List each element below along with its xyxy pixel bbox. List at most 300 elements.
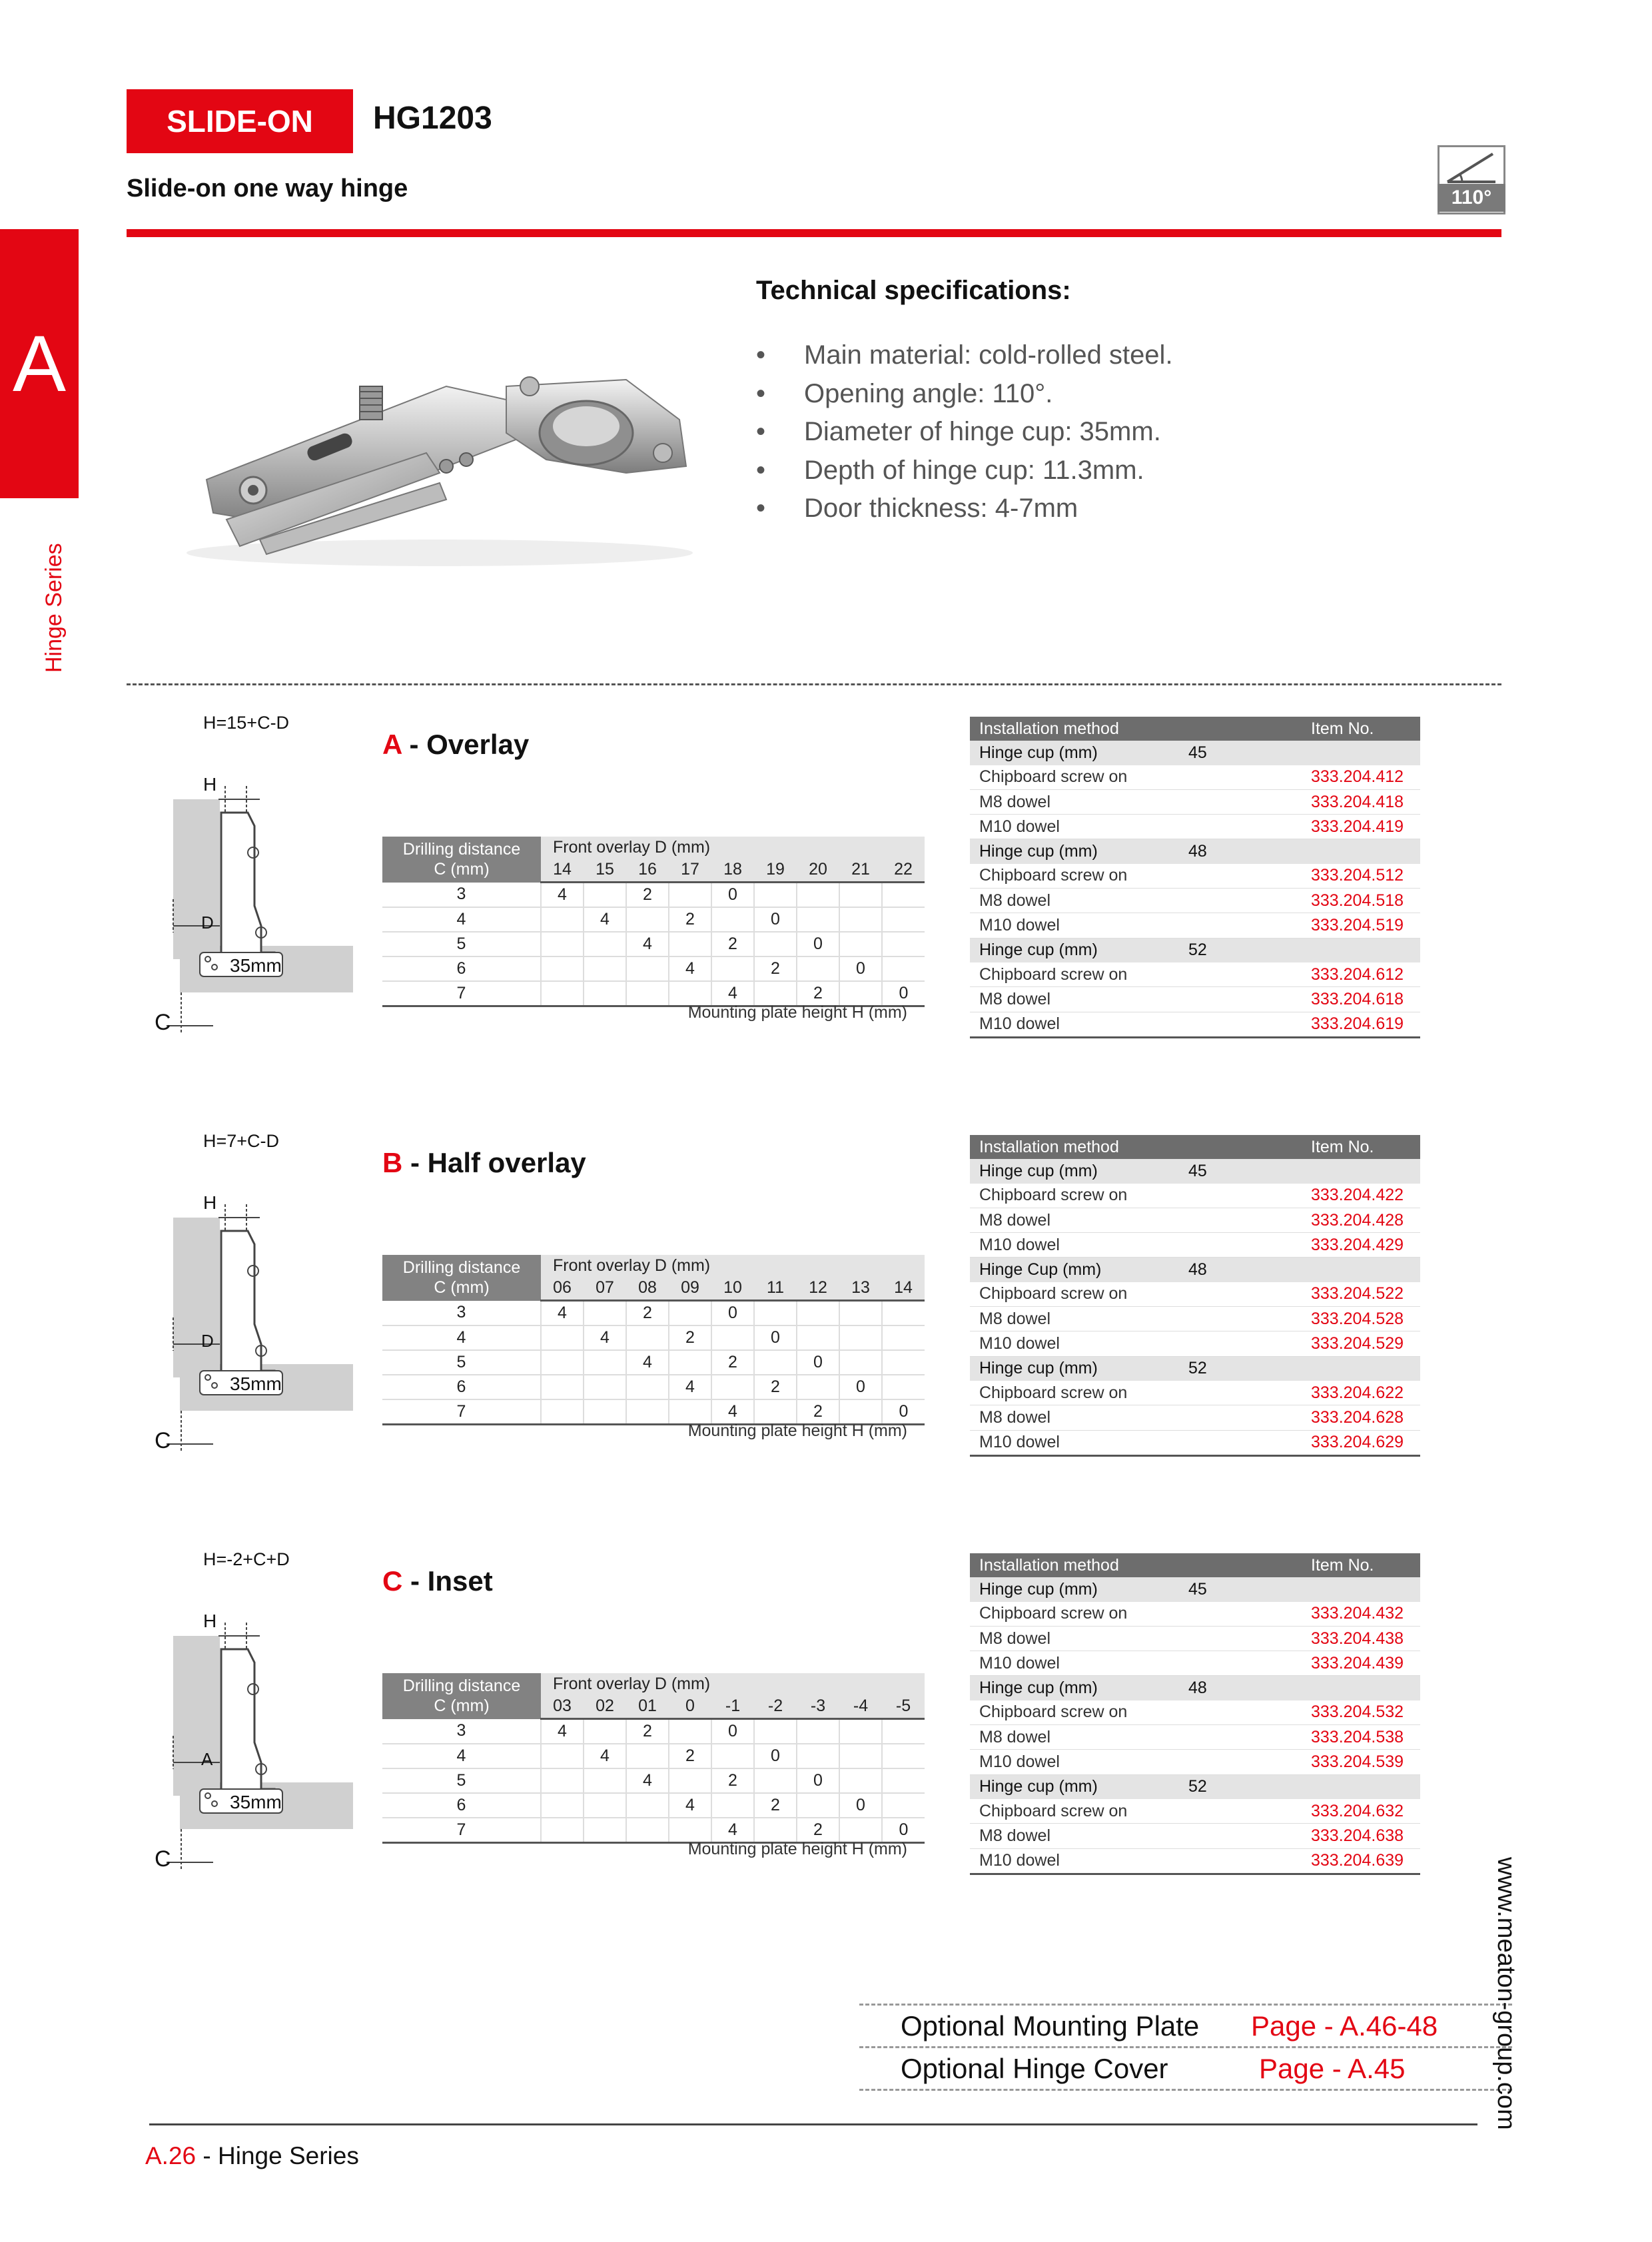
height-cell: 4 <box>584 1325 626 1350</box>
overlay-column: -3 <box>797 1694 839 1719</box>
item-number: 333.204.432 <box>1302 1602 1420 1627</box>
section-letter: B <box>382 1147 403 1178</box>
table-row <box>382 907 925 932</box>
height-cell: 4 <box>584 1744 626 1768</box>
diagram-c-label: C <box>155 1428 171 1453</box>
height-cell <box>882 1719 925 1744</box>
table-row <box>382 1325 925 1350</box>
height-cell: 0 <box>839 1375 882 1399</box>
height-cell <box>839 932 882 956</box>
install-method: Chipboard screw on <box>970 962 1179 987</box>
height-cell <box>839 1744 882 1768</box>
height-cell <box>754 1818 797 1843</box>
item-number: 333.204.418 <box>1302 789 1420 814</box>
item-row <box>970 1282 1420 1307</box>
height-cell <box>754 1301 797 1326</box>
height-cell: 2 <box>626 1719 669 1744</box>
item-number: 333.204.528 <box>1302 1307 1420 1331</box>
height-cell: 2 <box>754 1375 797 1399</box>
height-cell: 0 <box>882 1818 925 1843</box>
height-cell: 0 <box>797 932 839 956</box>
height-cell <box>541 1768 584 1793</box>
drilling-table <box>382 837 925 1007</box>
section-name: - Half overlay <box>402 1147 586 1178</box>
overlay-column: 09 <box>669 1276 711 1301</box>
hinge-cup-row: Hinge cup (mm) 52 <box>970 1356 1420 1381</box>
height-cell: 4 <box>626 1768 669 1793</box>
item-row <box>970 1626 1420 1651</box>
diagram-d-label: D <box>201 913 214 933</box>
height-cell: 2 <box>626 1301 669 1326</box>
height-cell <box>754 1719 797 1744</box>
height-cell <box>541 932 584 956</box>
height-cell <box>541 1793 584 1818</box>
item-number: 333.204.618 <box>1302 987 1420 1012</box>
front-overlay-header: Front overlay D (mm) <box>541 837 925 858</box>
install-method: Chipboard screw on <box>970 864 1179 889</box>
item-row <box>970 1750 1420 1774</box>
optional-divider <box>859 2046 1512 2048</box>
height-cell <box>839 1719 882 1744</box>
spec-item: • Diameter of hinge cup: 35mm. <box>756 417 1161 446</box>
height-cell: 0 <box>754 1744 797 1768</box>
optional-divider <box>859 2004 1512 2006</box>
item-number: 333.204.439 <box>1302 1651 1420 1676</box>
footer-series: - Hinge Series <box>196 2142 359 2169</box>
install-method: M8 dowel <box>970 987 1179 1012</box>
install-method: M8 dowel <box>970 889 1179 913</box>
overlay-column: 14 <box>541 858 584 883</box>
item-number: 333.204.612 <box>1302 962 1420 987</box>
height-cell <box>584 883 626 908</box>
diagram-d-label: A <box>201 1749 213 1769</box>
diagram-c-label: C <box>155 1846 171 1872</box>
height-cell: 4 <box>711 1399 754 1425</box>
diagram-cup-label: 35mm <box>230 1792 282 1812</box>
height-cell <box>626 907 669 932</box>
height-cell <box>626 981 669 1006</box>
item-row <box>970 962 1420 987</box>
table-row <box>382 1768 925 1793</box>
height-cell <box>711 1793 754 1818</box>
install-method-header: Installation method <box>970 1135 1179 1159</box>
height-cell <box>797 883 839 908</box>
height-cell <box>882 1301 925 1326</box>
item-row <box>970 1799 1420 1824</box>
install-method: M10 dowel <box>970 1848 1179 1874</box>
item-number: 333.204.639 <box>1302 1848 1420 1874</box>
overlay-column: 08 <box>626 1276 669 1301</box>
formula-label: H=15+C-D <box>203 713 290 733</box>
height-cell <box>711 1375 754 1399</box>
item-number: 333.204.428 <box>1302 1208 1420 1232</box>
height-cell <box>754 883 797 908</box>
spec-item: • Depth of hinge cup: 11.3mm. <box>756 455 1144 485</box>
front-overlay-header: Front overlay D (mm) <box>541 1255 925 1276</box>
install-method: Chipboard screw on <box>970 1602 1179 1627</box>
height-cell <box>754 981 797 1006</box>
height-cell <box>541 956 584 981</box>
height-cell: 4 <box>541 883 584 908</box>
drilling-value: 5 <box>382 1768 541 1793</box>
height-cell: 4 <box>669 1793 711 1818</box>
item-row <box>970 1725 1420 1750</box>
item-row <box>970 1307 1420 1331</box>
height-cell: 2 <box>669 907 711 932</box>
height-cell <box>626 1325 669 1350</box>
overlay-column: -4 <box>839 1694 882 1719</box>
height-cell <box>754 1399 797 1425</box>
height-cell: 0 <box>797 1768 839 1793</box>
height-cell: 4 <box>584 907 626 932</box>
diagram-h-label: H <box>203 774 217 795</box>
table-row <box>382 981 925 1006</box>
height-cell: 0 <box>839 1793 882 1818</box>
height-cell <box>541 1350 584 1375</box>
height-cell <box>584 1301 626 1326</box>
spec-item: • Opening angle: 110°. <box>756 378 1053 408</box>
item-number: 333.204.539 <box>1302 1750 1420 1774</box>
item-row <box>970 864 1420 889</box>
height-cell <box>669 1818 711 1843</box>
item-row <box>970 1651 1420 1676</box>
item-row <box>970 1602 1420 1627</box>
height-cell: 0 <box>754 1325 797 1350</box>
height-cell <box>797 1325 839 1350</box>
install-method: Chipboard screw on <box>970 765 1179 790</box>
height-cell: 4 <box>541 1301 584 1326</box>
table-row <box>382 883 925 908</box>
table-row <box>382 1350 925 1375</box>
item-row <box>970 1824 1420 1848</box>
height-cell <box>882 1375 925 1399</box>
height-cell <box>541 1375 584 1399</box>
item-number: 333.204.629 <box>1302 1430 1420 1455</box>
table-row <box>382 1793 925 1818</box>
website-link[interactable]: www.meaton-group.com <box>1492 1857 1520 2130</box>
header-divider <box>127 229 1501 237</box>
overlay-column: 15 <box>584 858 626 883</box>
item-row <box>970 1381 1420 1405</box>
height-cell: 4 <box>626 932 669 956</box>
height-cell <box>584 1768 626 1793</box>
height-cell <box>584 1350 626 1375</box>
install-method: M10 dowel <box>970 1233 1179 1258</box>
height-cell <box>839 883 882 908</box>
optional-hinge-cover-page[interactable]: Page - A.45 <box>1259 2053 1406 2084</box>
height-cell <box>669 1350 711 1375</box>
table-row <box>382 956 925 981</box>
height-cell <box>711 956 754 981</box>
install-method: M8 dowel <box>970 1626 1179 1651</box>
height-cell <box>541 1818 584 1843</box>
height-cell <box>797 1301 839 1326</box>
install-method: Chipboard screw on <box>970 1184 1179 1208</box>
height-cell <box>754 932 797 956</box>
install-method: M10 dowel <box>970 913 1179 938</box>
overlay-column: 0 <box>669 1694 711 1719</box>
height-cell <box>584 956 626 981</box>
item-row <box>970 913 1420 938</box>
height-cell: 4 <box>626 1350 669 1375</box>
front-overlay-header: Front overlay D (mm) <box>541 1673 925 1694</box>
height-cell: 0 <box>754 907 797 932</box>
height-cell <box>584 1818 626 1843</box>
overlay-column: -2 <box>754 1694 797 1719</box>
height-cell <box>797 1375 839 1399</box>
drilling-value: 7 <box>382 981 541 1006</box>
height-cell: 2 <box>754 956 797 981</box>
height-cell <box>882 1744 925 1768</box>
section-letter: A <box>382 729 402 760</box>
height-cell <box>797 907 839 932</box>
height-cell: 0 <box>711 1719 754 1744</box>
drilling-value: 3 <box>382 883 541 908</box>
item-no-header: Item No. <box>1302 1135 1420 1159</box>
height-cell: 4 <box>541 1719 584 1744</box>
overlay-column: 20 <box>797 858 839 883</box>
height-cell <box>669 1399 711 1425</box>
hinge-cup-row: Hinge cup (mm) 52 <box>970 1774 1420 1799</box>
item-row <box>970 987 1420 1012</box>
height-cell <box>839 1399 882 1425</box>
drilling-value: 3 <box>382 1301 541 1326</box>
height-cell <box>711 907 754 932</box>
height-cell: 4 <box>711 1818 754 1843</box>
item-number: 333.204.622 <box>1302 1381 1420 1405</box>
height-cell: 0 <box>711 1301 754 1326</box>
section-title <box>382 1147 586 1179</box>
height-cell <box>882 1793 925 1818</box>
mounting-plate-caption: Mounting plate height H (mm) <box>687 1840 907 1858</box>
drilling-value: 7 <box>382 1399 541 1425</box>
item-number: 333.204.529 <box>1302 1331 1420 1356</box>
height-cell <box>626 1818 669 1843</box>
item-no-header: Item No. <box>1302 1553 1420 1577</box>
specs-list <box>756 336 1173 528</box>
drilling-value: 4 <box>382 1325 541 1350</box>
specs-title: Technical specifications: <box>756 276 1071 305</box>
height-cell <box>584 1793 626 1818</box>
install-method: M10 dowel <box>970 1750 1179 1774</box>
overlay-column: 21 <box>839 858 882 883</box>
height-cell <box>711 1325 754 1350</box>
install-method: M10 dowel <box>970 1012 1179 1037</box>
height-cell: 2 <box>711 1768 754 1793</box>
height-cell <box>584 932 626 956</box>
item-number-table <box>970 1135 1420 1457</box>
item-row <box>970 1430 1420 1455</box>
install-method: M8 dowel <box>970 1307 1179 1331</box>
drilling-value: 5 <box>382 1350 541 1375</box>
height-cell: 4 <box>669 1375 711 1399</box>
hinge-cup-row: Hinge cup (mm) 45 <box>970 741 1420 765</box>
section-divider <box>127 683 1501 685</box>
height-cell <box>584 1719 626 1744</box>
height-cell <box>669 1301 711 1326</box>
diagram-h-label: H <box>203 1611 217 1631</box>
height-cell: 2 <box>797 1818 839 1843</box>
height-cell: 2 <box>797 981 839 1006</box>
height-cell <box>839 981 882 1006</box>
overlay-column: 22 <box>882 858 925 883</box>
install-method: M8 dowel <box>970 1725 1179 1750</box>
diagram-cup-label: 35mm <box>230 955 282 976</box>
overlay-column: 17 <box>669 858 711 883</box>
hinge-product-image <box>160 360 719 576</box>
height-cell <box>626 1744 669 1768</box>
item-row <box>970 1233 1420 1258</box>
install-method: M10 dowel <box>970 1430 1179 1455</box>
overlay-column: 14 <box>882 1276 925 1301</box>
drilling-value: 3 <box>382 1719 541 1744</box>
table-row <box>382 1375 925 1399</box>
install-method-header: Installation method <box>970 717 1179 741</box>
formula-label: H=-2+C+D <box>203 1549 290 1569</box>
item-number-table <box>970 717 1420 1038</box>
footer-rule <box>149 2123 1477 2125</box>
hinge-cup-row: Hinge cup (mm) 48 <box>970 1676 1420 1700</box>
hinge-cup-row: Hinge cup (mm) 48 <box>970 839 1420 864</box>
item-number: 333.204.429 <box>1302 1233 1420 1258</box>
install-method: Chipboard screw on <box>970 1381 1179 1405</box>
drilling-value: 6 <box>382 1375 541 1399</box>
item-row <box>970 1848 1420 1874</box>
height-cell <box>626 1399 669 1425</box>
item-number: 333.204.412 <box>1302 765 1420 790</box>
height-cell: 2 <box>626 883 669 908</box>
hinge-cup-row: Hinge cup (mm) 52 <box>970 938 1420 962</box>
optional-divider <box>859 2089 1512 2091</box>
height-cell <box>541 981 584 1006</box>
drilling-table <box>382 1255 925 1425</box>
mounting-plate-caption: Mounting plate height H (mm) <box>687 1421 907 1440</box>
item-number: 333.204.522 <box>1302 1282 1420 1307</box>
height-cell <box>584 1375 626 1399</box>
height-cell <box>839 1325 882 1350</box>
item-number: 333.204.628 <box>1302 1405 1420 1430</box>
section-letter: C <box>382 1565 403 1597</box>
item-number: 333.204.532 <box>1302 1700 1420 1725</box>
item-number: 333.204.632 <box>1302 1799 1420 1824</box>
section-title <box>382 729 529 761</box>
diagram-d-label: D <box>201 1331 214 1351</box>
height-cell <box>584 1399 626 1425</box>
page-number: A.26 <box>145 2142 197 2169</box>
install-method: M8 dowel <box>970 1208 1179 1232</box>
overlay-column: 18 <box>711 858 754 883</box>
height-cell <box>626 956 669 981</box>
install-method: M10 dowel <box>970 1331 1179 1356</box>
height-cell: 0 <box>711 883 754 908</box>
overlay-column: 07 <box>584 1276 626 1301</box>
height-cell <box>541 907 584 932</box>
height-cell <box>839 1301 882 1326</box>
item-row <box>970 765 1420 790</box>
height-cell <box>839 907 882 932</box>
install-method: M10 dowel <box>970 815 1179 839</box>
item-row <box>970 1012 1420 1037</box>
footer-page-label <box>145 2142 359 2170</box>
overlay-column: 02 <box>584 1694 626 1719</box>
item-row <box>970 1184 1420 1208</box>
overlay-column: 03 <box>541 1694 584 1719</box>
height-cell <box>882 956 925 981</box>
drilling-col-header: Drilling distance C (mm) <box>382 1673 541 1719</box>
formula-label: H=7+C-D <box>203 1131 280 1151</box>
item-number: 333.204.422 <box>1302 1184 1420 1208</box>
height-cell <box>839 1818 882 1843</box>
item-row <box>970 1700 1420 1725</box>
item-row <box>970 1405 1420 1430</box>
spec-item: • Door thickness: 4-7mm <box>756 494 1078 523</box>
section-title <box>382 1565 493 1597</box>
install-method: Chipboard screw on <box>970 1700 1179 1725</box>
drilling-col-header: Drilling distance C (mm) <box>382 1255 541 1301</box>
height-cell <box>669 1768 711 1793</box>
item-number: 333.204.619 <box>1302 1012 1420 1037</box>
height-cell: 4 <box>711 981 754 1006</box>
install-method: Chipboard screw on <box>970 1282 1179 1307</box>
height-cell: 2 <box>669 1744 711 1768</box>
item-number-table <box>970 1553 1420 1875</box>
page-subtitle: Slide-on one way hinge <box>127 175 408 202</box>
section-tab-label: Hinge Series <box>41 543 67 673</box>
height-cell: 4 <box>669 956 711 981</box>
item-row <box>970 1331 1420 1356</box>
hinge-cup-row: Hinge Cup (mm) 48 <box>970 1258 1420 1282</box>
optional-mounting-plate-label: Optional Mounting Plate <box>901 2010 1200 2042</box>
table-row <box>382 1301 925 1326</box>
optional-hinge-cover-label: Optional Hinge Cover <box>901 2053 1168 2084</box>
height-cell <box>882 932 925 956</box>
height-cell <box>797 1719 839 1744</box>
height-cell: 2 <box>754 1793 797 1818</box>
overlay-column: 12 <box>797 1276 839 1301</box>
hinge-cup-row: Hinge cup (mm) 45 <box>970 1577 1420 1601</box>
section-tab: A <box>0 229 79 498</box>
item-no-header: Item No. <box>1302 717 1420 741</box>
opening-angle-label: 110° <box>1438 184 1505 212</box>
table-row <box>382 1744 925 1768</box>
height-cell <box>669 981 711 1006</box>
install-method: M10 dowel <box>970 1651 1179 1676</box>
model-number: HG1203 <box>373 101 492 136</box>
install-method: M8 dowel <box>970 1405 1179 1430</box>
install-method: Chipboard screw on <box>970 1799 1179 1824</box>
overlay-column: -5 <box>882 1694 925 1719</box>
overlay-column: 16 <box>626 858 669 883</box>
height-cell <box>882 1768 925 1793</box>
item-row <box>970 815 1420 839</box>
height-cell <box>669 932 711 956</box>
table-row <box>382 1719 925 1744</box>
height-cell <box>797 956 839 981</box>
item-row <box>970 1208 1420 1232</box>
drilling-table <box>382 1673 925 1844</box>
install-method: M8 dowel <box>970 1824 1179 1848</box>
section-name: - Overlay <box>401 729 530 760</box>
optional-mounting-plate-page[interactable]: Page - A.46-48 <box>1251 2010 1438 2042</box>
drilling-value: 6 <box>382 1793 541 1818</box>
item-row <box>970 789 1420 814</box>
overlay-column: 11 <box>754 1276 797 1301</box>
height-cell: 2 <box>711 1350 754 1375</box>
drilling-value: 4 <box>382 907 541 932</box>
drilling-value: 7 <box>382 1818 541 1843</box>
overlay-column: 01 <box>626 1694 669 1719</box>
item-number: 333.204.512 <box>1302 864 1420 889</box>
